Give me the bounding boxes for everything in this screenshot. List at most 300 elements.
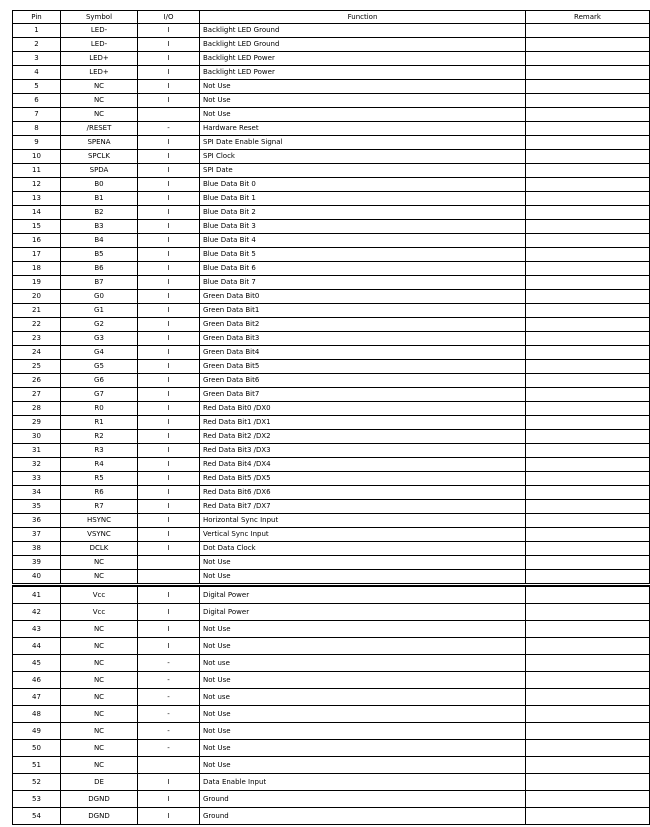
table-row xyxy=(13,472,650,486)
table-row xyxy=(13,374,650,388)
cell-function: Green Data Bit1 xyxy=(200,304,526,318)
cell-io: I xyxy=(138,791,200,808)
table-row xyxy=(13,262,650,276)
cell-pin: 8 xyxy=(13,122,61,136)
cell-pin: 44 xyxy=(13,638,61,655)
cell-pin: 2 xyxy=(13,38,61,52)
cell-remark xyxy=(526,556,650,570)
cell-io: I xyxy=(138,528,200,542)
cell-function: Red Data Bit6 /DX6 xyxy=(200,486,526,500)
cell-symbol: VSYNC xyxy=(61,528,138,542)
cell-io: I xyxy=(138,136,200,150)
cell-function: Backlight LED Ground xyxy=(200,24,526,38)
cell-function: SPI Date Enable Signal xyxy=(200,136,526,150)
cell-remark xyxy=(526,486,650,500)
table-row xyxy=(13,192,650,206)
cell-remark xyxy=(526,206,650,220)
cell-pin: 5 xyxy=(13,80,61,94)
cell-function: Green Data Bit3 xyxy=(200,332,526,346)
cell-symbol: G1 xyxy=(61,304,138,318)
table-row xyxy=(13,586,650,604)
cell-function: Not Use xyxy=(200,556,526,570)
cell-remark xyxy=(526,740,650,757)
cell-io: I xyxy=(138,234,200,248)
table-row xyxy=(13,528,650,542)
cell-io xyxy=(138,108,200,122)
table-row xyxy=(13,486,650,500)
cell-io: I xyxy=(138,318,200,332)
cell-remark xyxy=(526,542,650,556)
cell-io: I xyxy=(138,80,200,94)
cell-remark xyxy=(526,262,650,276)
cell-symbol: R7 xyxy=(61,500,138,514)
cell-remark xyxy=(526,360,650,374)
table-row xyxy=(13,672,650,689)
cell-remark xyxy=(526,388,650,402)
cell-symbol: NC xyxy=(61,570,138,584)
cell-symbol: SPENA xyxy=(61,136,138,150)
cell-symbol: B3 xyxy=(61,220,138,234)
cell-symbol: LED- xyxy=(61,24,138,38)
cell-symbol: DGND xyxy=(61,808,138,825)
cell-function: Backlight LED Power xyxy=(200,52,526,66)
cell-symbol: G0 xyxy=(61,290,138,304)
cell-pin: 46 xyxy=(13,672,61,689)
cell-pin: 6 xyxy=(13,94,61,108)
table-row xyxy=(13,655,650,672)
cell-io: I xyxy=(138,388,200,402)
cell-symbol: NC xyxy=(61,108,138,122)
cell-io: I xyxy=(138,346,200,360)
cell-remark xyxy=(526,402,650,416)
cell-remark xyxy=(526,276,650,290)
cell-io: - xyxy=(138,655,200,672)
cell-symbol: G2 xyxy=(61,318,138,332)
cell-function: Blue Data Bit 7 xyxy=(200,276,526,290)
table-row xyxy=(13,604,650,621)
cell-pin: 31 xyxy=(13,444,61,458)
cell-io: I xyxy=(138,374,200,388)
cell-io: - xyxy=(138,689,200,706)
cell-symbol: R5 xyxy=(61,472,138,486)
cell-io: I xyxy=(138,638,200,655)
cell-function: Not Use xyxy=(200,638,526,655)
cell-function: SPI Date xyxy=(200,164,526,178)
cell-remark xyxy=(526,38,650,52)
cell-pin: 14 xyxy=(13,206,61,220)
cell-pin: 43 xyxy=(13,621,61,638)
cell-symbol: B4 xyxy=(61,234,138,248)
table-row xyxy=(13,234,650,248)
header-symbol: Symbol xyxy=(61,11,138,24)
cell-pin: 12 xyxy=(13,178,61,192)
cell-symbol: R4 xyxy=(61,458,138,472)
cell-symbol: DE xyxy=(61,774,138,791)
cell-io xyxy=(138,757,200,774)
cell-symbol: Vcc xyxy=(61,604,138,621)
cell-symbol: G5 xyxy=(61,360,138,374)
cell-io: I xyxy=(138,808,200,825)
cell-io: I xyxy=(138,444,200,458)
cell-remark xyxy=(526,621,650,638)
cell-io: I xyxy=(138,290,200,304)
cell-symbol: NC xyxy=(61,706,138,723)
cell-pin: 25 xyxy=(13,360,61,374)
table-row xyxy=(13,774,650,791)
cell-function: Not Use xyxy=(200,108,526,122)
cell-io: I xyxy=(138,486,200,500)
cell-remark xyxy=(526,638,650,655)
header-remark: Remark xyxy=(526,11,650,24)
cell-remark xyxy=(526,108,650,122)
cell-pin: 11 xyxy=(13,164,61,178)
cell-remark xyxy=(526,122,650,136)
cell-remark xyxy=(526,444,650,458)
table-row xyxy=(13,24,650,38)
cell-remark xyxy=(526,689,650,706)
cell-pin: 4 xyxy=(13,66,61,80)
table-row xyxy=(13,66,650,80)
cell-symbol: NC xyxy=(61,94,138,108)
cell-remark xyxy=(526,500,650,514)
cell-pin: 28 xyxy=(13,402,61,416)
cell-symbol: LED- xyxy=(61,38,138,52)
cell-function: Not Use xyxy=(200,94,526,108)
table-body-part2 xyxy=(13,586,650,825)
cell-pin: 35 xyxy=(13,500,61,514)
cell-remark xyxy=(526,178,650,192)
header-io: I/O xyxy=(138,11,200,24)
cell-io: I xyxy=(138,542,200,556)
table-row xyxy=(13,556,650,570)
cell-remark xyxy=(526,570,650,584)
cell-symbol: NC xyxy=(61,621,138,638)
cell-pin: 21 xyxy=(13,304,61,318)
cell-symbol: B1 xyxy=(61,192,138,206)
cell-symbol: R3 xyxy=(61,444,138,458)
cell-function: Vertical Sync Input xyxy=(200,528,526,542)
cell-io: I xyxy=(138,332,200,346)
cell-pin: 38 xyxy=(13,542,61,556)
cell-io: - xyxy=(138,672,200,689)
table-row xyxy=(13,346,650,360)
cell-io: - xyxy=(138,723,200,740)
cell-remark xyxy=(526,24,650,38)
cell-symbol: G3 xyxy=(61,332,138,346)
cell-function: Blue Data Bit 4 xyxy=(200,234,526,248)
table-row xyxy=(13,178,650,192)
cell-io: I xyxy=(138,150,200,164)
cell-symbol: DGND xyxy=(61,791,138,808)
cell-pin: 20 xyxy=(13,290,61,304)
cell-remark xyxy=(526,472,650,486)
cell-remark xyxy=(526,774,650,791)
table-row xyxy=(13,38,650,52)
table-row xyxy=(13,94,650,108)
table-row xyxy=(13,416,650,430)
cell-function: Red Data Bit0 /DX0 xyxy=(200,402,526,416)
cell-io: - xyxy=(138,706,200,723)
table-header-row xyxy=(13,11,650,24)
cell-io: I xyxy=(138,262,200,276)
cell-io: I xyxy=(138,430,200,444)
cell-function: Digital Power xyxy=(200,586,526,604)
cell-io: I xyxy=(138,604,200,621)
cell-remark xyxy=(526,757,650,774)
cell-function: Hardware Reset xyxy=(200,122,526,136)
cell-io: I xyxy=(138,514,200,528)
cell-io: I xyxy=(138,416,200,430)
cell-io: I xyxy=(138,206,200,220)
cell-symbol: LED+ xyxy=(61,52,138,66)
cell-pin: 9 xyxy=(13,136,61,150)
cell-function: Blue Data Bit 3 xyxy=(200,220,526,234)
cell-function: Ground xyxy=(200,808,526,825)
cell-remark xyxy=(526,723,650,740)
cell-function: Not Use xyxy=(200,706,526,723)
table-row xyxy=(13,164,650,178)
cell-function: Not use xyxy=(200,689,526,706)
cell-remark xyxy=(526,290,650,304)
cell-io: I xyxy=(138,94,200,108)
cell-function: Digital Power xyxy=(200,604,526,621)
cell-pin: 16 xyxy=(13,234,61,248)
cell-function: Backlight LED Ground xyxy=(200,38,526,52)
cell-symbol: B5 xyxy=(61,248,138,262)
table-row xyxy=(13,402,650,416)
cell-function: Not Use xyxy=(200,672,526,689)
cell-function: Not Use xyxy=(200,621,526,638)
cell-pin: 1 xyxy=(13,24,61,38)
cell-remark xyxy=(526,604,650,621)
cell-pin: 19 xyxy=(13,276,61,290)
cell-io: I xyxy=(138,164,200,178)
cell-symbol: B2 xyxy=(61,206,138,220)
cell-symbol: NC xyxy=(61,638,138,655)
cell-remark xyxy=(526,150,650,164)
cell-io: I xyxy=(138,472,200,486)
cell-pin: 33 xyxy=(13,472,61,486)
cell-symbol: /RESET xyxy=(61,122,138,136)
cell-io: I xyxy=(138,360,200,374)
cell-io: I xyxy=(138,220,200,234)
table-row xyxy=(13,757,650,774)
cell-remark xyxy=(526,192,650,206)
cell-remark xyxy=(526,346,650,360)
cell-symbol: R1 xyxy=(61,416,138,430)
cell-symbol: Vcc xyxy=(61,586,138,604)
cell-symbol: B6 xyxy=(61,262,138,276)
cell-remark xyxy=(526,304,650,318)
cell-function: Blue Data Bit 1 xyxy=(200,192,526,206)
cell-remark xyxy=(526,80,650,94)
table-row xyxy=(13,318,650,332)
cell-pin: 26 xyxy=(13,374,61,388)
cell-io: I xyxy=(138,178,200,192)
cell-function: Not Use xyxy=(200,570,526,584)
cell-io: I xyxy=(138,192,200,206)
table-row xyxy=(13,276,650,290)
cell-pin: 34 xyxy=(13,486,61,500)
table-row xyxy=(13,430,650,444)
cell-function: Red Data Bit1 /DX1 xyxy=(200,416,526,430)
cell-symbol: NC xyxy=(61,672,138,689)
cell-pin: 17 xyxy=(13,248,61,262)
cell-remark xyxy=(526,248,650,262)
cell-io: I xyxy=(138,500,200,514)
cell-remark xyxy=(526,655,650,672)
table-row xyxy=(13,500,650,514)
cell-function: Blue Data Bit 6 xyxy=(200,262,526,276)
cell-remark xyxy=(526,672,650,689)
table-row xyxy=(13,150,650,164)
cell-remark xyxy=(526,416,650,430)
table-row xyxy=(13,248,650,262)
cell-function: Dot Data Clock xyxy=(200,542,526,556)
cell-pin: 40 xyxy=(13,570,61,584)
cell-symbol: NC xyxy=(61,655,138,672)
cell-pin: 18 xyxy=(13,262,61,276)
cell-function: Not Use xyxy=(200,80,526,94)
cell-pin: 27 xyxy=(13,388,61,402)
cell-remark xyxy=(526,706,650,723)
header-pin: Pin xyxy=(13,11,61,24)
cell-pin: 36 xyxy=(13,514,61,528)
cell-symbol: DCLK xyxy=(61,542,138,556)
table-row xyxy=(13,388,650,402)
cell-pin: 41 xyxy=(13,586,61,604)
cell-pin: 53 xyxy=(13,791,61,808)
cell-remark xyxy=(526,94,650,108)
cell-pin: 10 xyxy=(13,150,61,164)
cell-io: I xyxy=(138,52,200,66)
cell-pin: 48 xyxy=(13,706,61,723)
cell-pin: 49 xyxy=(13,723,61,740)
cell-symbol: B0 xyxy=(61,178,138,192)
cell-io: I xyxy=(138,66,200,80)
cell-function: Green Data Bit6 xyxy=(200,374,526,388)
table-row xyxy=(13,360,650,374)
cell-remark xyxy=(526,791,650,808)
cell-symbol: R0 xyxy=(61,402,138,416)
table-row xyxy=(13,706,650,723)
cell-function: Green Data Bit0 xyxy=(200,290,526,304)
cell-pin: 29 xyxy=(13,416,61,430)
cell-io: I xyxy=(138,38,200,52)
cell-function: Red Data Bit3 /DX3 xyxy=(200,444,526,458)
cell-io: - xyxy=(138,740,200,757)
cell-symbol: G4 xyxy=(61,346,138,360)
cell-io: I xyxy=(138,24,200,38)
cell-symbol: NC xyxy=(61,757,138,774)
cell-remark xyxy=(526,52,650,66)
table-row xyxy=(13,206,650,220)
cell-remark xyxy=(526,374,650,388)
cell-io xyxy=(138,570,200,584)
cell-symbol: LED+ xyxy=(61,66,138,80)
table-row xyxy=(13,332,650,346)
cell-function: Red Data Bit4 /DX4 xyxy=(200,458,526,472)
cell-io: I xyxy=(138,248,200,262)
pin-table-part1 xyxy=(12,10,650,584)
cell-pin: 39 xyxy=(13,556,61,570)
cell-io: I xyxy=(138,586,200,604)
cell-symbol: B7 xyxy=(61,276,138,290)
table-row xyxy=(13,621,650,638)
cell-symbol: G6 xyxy=(61,374,138,388)
cell-remark xyxy=(526,808,650,825)
cell-function: Ground xyxy=(200,791,526,808)
cell-io: I xyxy=(138,276,200,290)
cell-pin: 52 xyxy=(13,774,61,791)
table-row xyxy=(13,542,650,556)
cell-symbol: R6 xyxy=(61,486,138,500)
cell-pin: 50 xyxy=(13,740,61,757)
table-row xyxy=(13,638,650,655)
cell-function: Not use xyxy=(200,655,526,672)
cell-function: Green Data Bit2 xyxy=(200,318,526,332)
cell-symbol: SPCLK xyxy=(61,150,138,164)
table-row xyxy=(13,80,650,94)
table-row xyxy=(13,808,650,825)
cell-symbol: NC xyxy=(61,689,138,706)
cell-function: Red Data Bit7 /DX7 xyxy=(200,500,526,514)
table-row xyxy=(13,52,650,66)
pin-table-part2 xyxy=(12,585,650,825)
cell-io: I xyxy=(138,621,200,638)
cell-remark xyxy=(526,332,650,346)
cell-symbol: NC xyxy=(61,723,138,740)
table-row xyxy=(13,458,650,472)
cell-remark xyxy=(526,66,650,80)
cell-pin: 3 xyxy=(13,52,61,66)
table-row xyxy=(13,290,650,304)
cell-symbol: NC xyxy=(61,80,138,94)
cell-io: - xyxy=(138,122,200,136)
cell-symbol: NC xyxy=(61,740,138,757)
table-row xyxy=(13,723,650,740)
cell-symbol: G7 xyxy=(61,388,138,402)
cell-io xyxy=(138,556,200,570)
cell-remark xyxy=(526,458,650,472)
cell-remark xyxy=(526,220,650,234)
cell-pin: 47 xyxy=(13,689,61,706)
cell-function: Blue Data Bit 5 xyxy=(200,248,526,262)
cell-pin: 7 xyxy=(13,108,61,122)
cell-remark xyxy=(526,164,650,178)
cell-function: Not Use xyxy=(200,740,526,757)
table-body-part1 xyxy=(13,24,650,584)
cell-symbol: HSYNC xyxy=(61,514,138,528)
table-row xyxy=(13,304,650,318)
table-row xyxy=(13,791,650,808)
cell-function: Backlight LED Power xyxy=(200,66,526,80)
cell-pin: 30 xyxy=(13,430,61,444)
cell-io: I xyxy=(138,402,200,416)
cell-io: I xyxy=(138,458,200,472)
cell-remark xyxy=(526,318,650,332)
table-row xyxy=(13,136,650,150)
cell-function: Green Data Bit5 xyxy=(200,360,526,374)
cell-pin: 22 xyxy=(13,318,61,332)
cell-function: Green Data Bit4 xyxy=(200,346,526,360)
pin-assignment-document xyxy=(12,10,650,825)
cell-pin: 23 xyxy=(13,332,61,346)
cell-remark xyxy=(526,430,650,444)
cell-io: I xyxy=(138,304,200,318)
table-row xyxy=(13,514,650,528)
table-row xyxy=(13,740,650,757)
